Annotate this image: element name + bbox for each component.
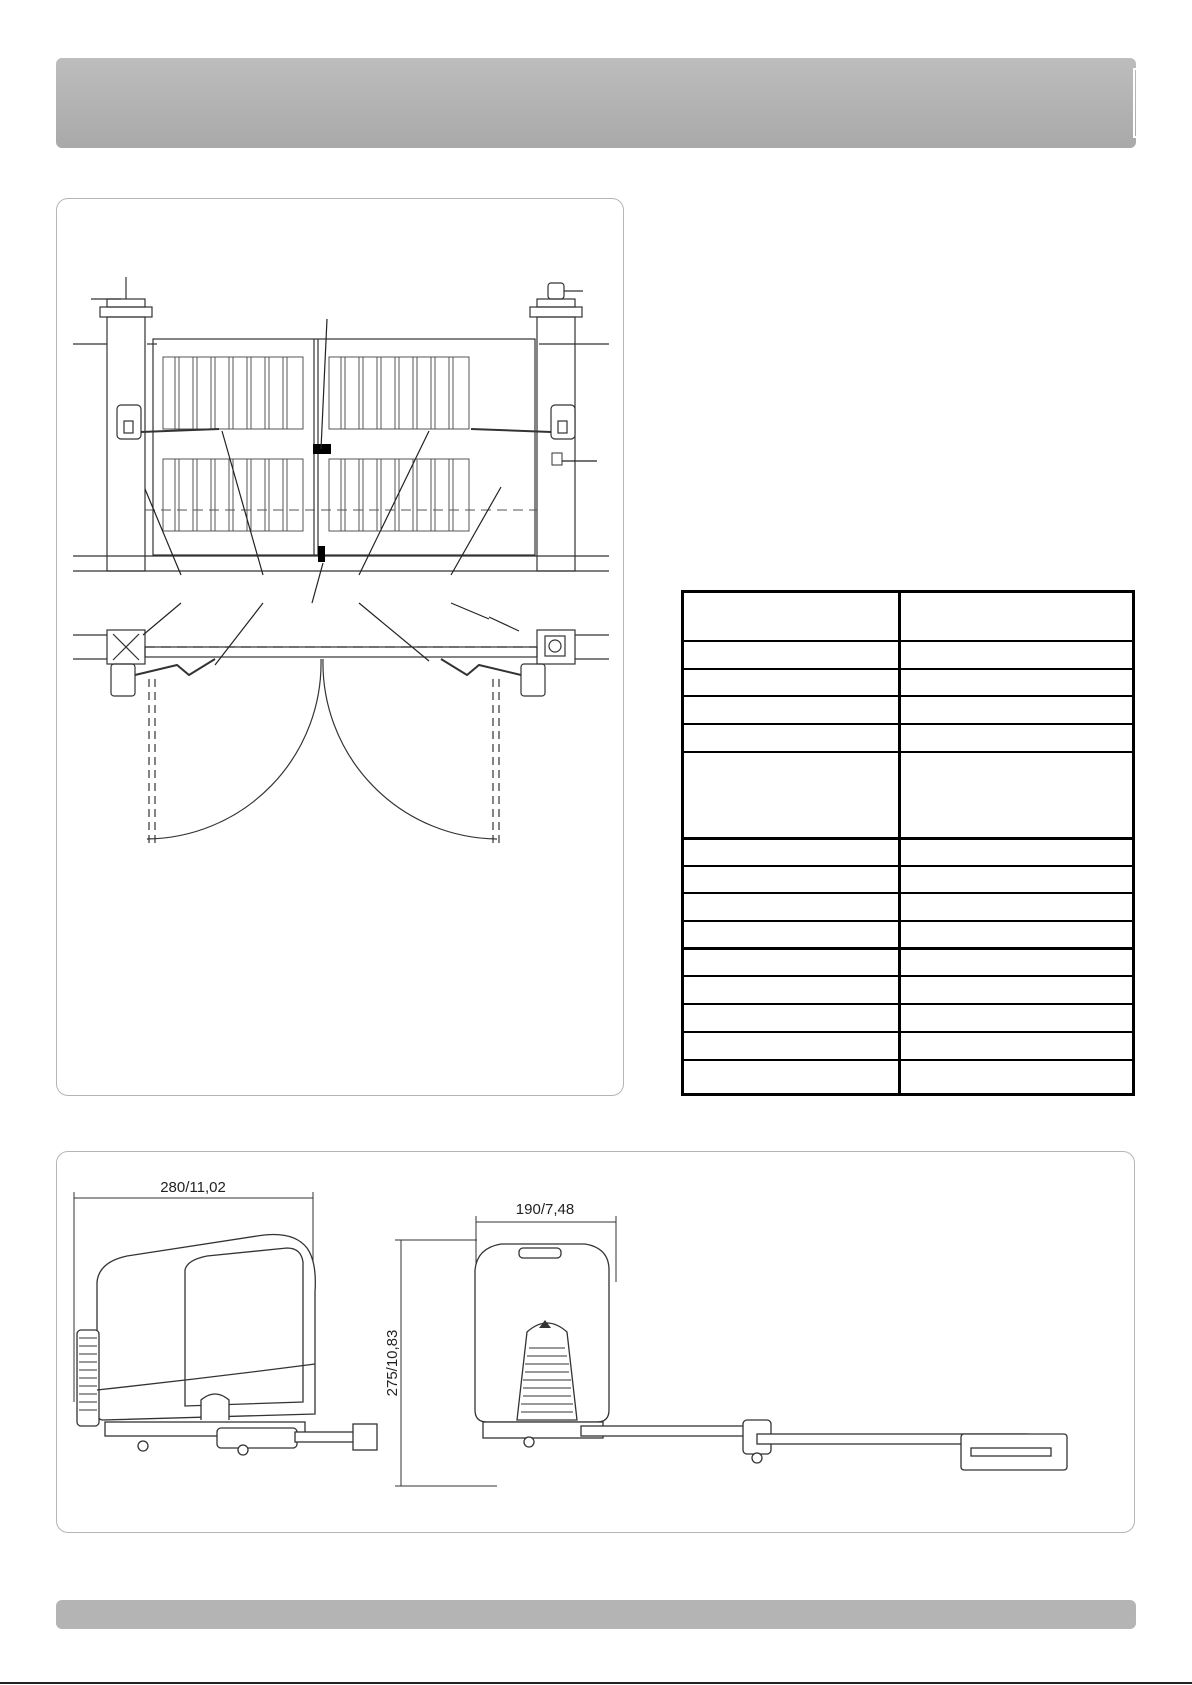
table-row-line: [684, 1003, 1132, 1005]
table-row-line: [684, 640, 1132, 642]
table-group-line: [684, 837, 1132, 840]
side-width-label: 280/11,02: [160, 1179, 226, 1196]
table-row-line: [684, 892, 1132, 894]
table-row-line: [684, 1031, 1132, 1033]
front-width-label: 190/7,48: [515, 1201, 575, 1218]
installation-figure-panel: [56, 198, 624, 1096]
table-row-line: [684, 668, 1132, 670]
table-group-line: [684, 947, 1132, 950]
operator-dimension-drawing: [57, 1152, 1136, 1534]
dimensions-figure-panel: [56, 1151, 1135, 1533]
gate-installation-drawing: [57, 199, 625, 1097]
header-bar: [56, 58, 1136, 148]
gate-stop: [318, 546, 325, 562]
footer-bar: [56, 1600, 1136, 1629]
table-row-line: [684, 920, 1132, 922]
height-label: 275/10,83: [384, 1329, 401, 1397]
table-row-line: [684, 723, 1132, 725]
table-row-line: [684, 1059, 1132, 1061]
language-tab: [1133, 68, 1181, 138]
table-row-line: [684, 695, 1132, 697]
table-row-line: [684, 865, 1132, 867]
specifications-table: [681, 590, 1135, 1096]
table-row-line: [684, 975, 1132, 977]
bottom-rule: [0, 1682, 1192, 1684]
electric-lock: [313, 444, 331, 454]
table-row-line: [684, 751, 1132, 753]
